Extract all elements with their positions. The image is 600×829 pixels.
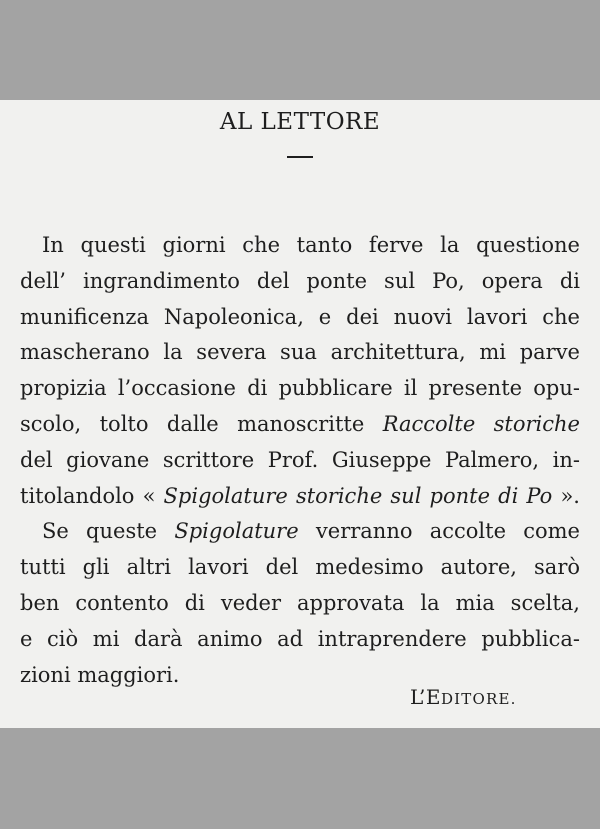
italic-title: Spigolature storiche sul ponte di Po [163, 483, 553, 508]
text-line: zioni maggiori. [20, 662, 180, 687]
text-line: ben contento di veder approvata la mia scelta, [20, 590, 580, 615]
text-line: mascherano la severa sua architettura, mi parve [20, 340, 580, 365]
text-line: In questi giorni che tanto ferve la questione [42, 233, 580, 257]
text-line: munificenza Napoleonica, e dei nuovi lavori che [20, 304, 580, 329]
text-line [20, 514, 580, 550]
text-line: dell’ ingrandimento del ponte sul Po, opera di [20, 268, 580, 293]
text-segment: Se queste [42, 519, 175, 544]
text-segment: ». [552, 483, 580, 508]
text-line: del giovane scrittore Prof. Giuseppe Palmero, in- [20, 447, 580, 472]
page-title: AL LETTORE [219, 109, 381, 135]
signature [410, 685, 517, 709]
text-segment: titolandolo « [20, 483, 164, 508]
text-line [20, 407, 580, 443]
signature-prefix: L’E [410, 685, 441, 709]
text-segment: scolo, tolto dalle manoscritte [20, 411, 383, 436]
body-text [20, 228, 580, 693]
title-divider [287, 156, 313, 158]
italic-title: Raccolte storiche [382, 411, 580, 436]
text-line: e ciò mi darà animo ad intraprendere pubblica- [20, 626, 580, 651]
text-segment: verranno accolte come [298, 519, 580, 544]
text-line: propizia l’occasione di pubblicare il presente opu- [20, 376, 580, 401]
text-line [20, 479, 580, 515]
italic-word: Spigolature [174, 519, 299, 544]
signature-smallcaps: DITORE. [440, 690, 517, 708]
book-page [0, 100, 600, 728]
text-line: tutti gli altri lavori del medesimo autore, sarò [20, 555, 580, 580]
